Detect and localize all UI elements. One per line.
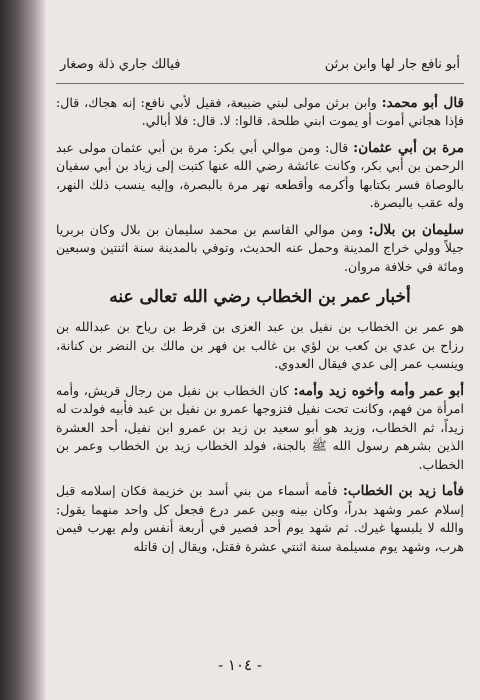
paragraph-text: فأمه أسماء من بني أسد بن خزيمة فكان إسلامه قبل إسلام عمر وشهد بدراً، وكان بينه وبين عمر درع فجعل كل واحد منهما يقول: والله لا يلبسها غيرك. ثم شهد يوم أحد فصير في أربعة أنفس ولم يهرب فيمن هرب، وشهد يوم مسيلمة سنة اثنتي عشرة فقتل، ويقال إن قاتله [56,483,464,554]
paragraph-text: قال: ومن موالي أبي بكر: مرة بن أبي عثمان مولى عبد الرحمن بن أبي بكر، وكانت عائشة رضي الله عنها كتبت إلى زياد بن أبي سفيان بالوصاة فسر بكتابها وأكرمه وأقطعه نهر مرة بالبصرة، وإليه ينسب ذلك النهر، وله عقب بالبصرة. [56,139,464,210]
paragraph-keyword: قال أبو محمد: [381,94,464,111]
paragraph-text: كان الخطاب بن نفيل من رجال قريش، وأمه امرأة من فهم، وكانت تحت نفيل فتزوجها عمرو بن نفيل بن عبد فأبيه فولدت له زيداً، ثم الخطاب، وزيد هو أبو سعيد بن زيد بن عمرو ابن نفيل، أحد العشرة الذين بشرهم رسول الله ﷺ بالجنة، فولد الخطاب زيد بن الخطاب وعمر بن الخطاب. [56,382,464,472]
verse-second-hemistich: فيالك جاري ذلة وصغار [60,57,181,72]
paragraph-father-mother [56,382,464,475]
paragraph-text: وابن برثن مولى لبني ضبيعة، فقيل لأبي نافع: إنه هجاك، قال: فإذا هجاني أموت أو يموت ابني طلحة. قالوا: لا. قال: فلا أبالي. [56,94,464,128]
paragraph-abu-muhammad [56,94,464,131]
paragraph-sulayman [56,221,464,277]
book-page [56,56,464,686]
paragraph-keyword: أبو عمر وأمه وأخوه زيد وأمه: [293,382,464,399]
paragraph-keyword: سليمان بن بلال: [368,221,464,238]
section-heading: أخبار عمر بن الخطاب رضي الله تعالى عنه [109,287,411,307]
poem-verse [56,56,464,75]
divider-line [56,83,464,84]
paragraph-zayd [56,482,464,556]
paragraph-lineage [56,318,464,374]
paragraph-text: ومن موالي القاسم بن محمد سليمان بن بلال وكان بربريا جيلاً وولي خراج المدينة وحمل عنه الحديث، وتوفي بالمدينة سنة اثنتين وسبعين ومائة في خلافة مروان. [56,221,464,274]
paragraph-keyword: مرة بن أبي عثمان: [353,139,465,156]
book-gutter-shadow [0,0,46,700]
page-number: - ١٠٤ - [218,656,262,674]
paragraph-text: هو عمر بن الخطاب بن نفيل بن عبد العزى بن قرط بن رياح بن عبدالله بن رزاح بن عدي بن كعب بن لؤي بن غالب بن فهر بن مالك بن النضر بن كنانة، وينسب عمر إلى عدي فيقال العدوي. [56,319,464,371]
paragraph-murra [56,139,464,213]
verse-first-hemistich: أبو نافع جار لها وابن برثن [324,57,460,72]
paragraph-keyword: فأما زيد بن الخطاب: [342,483,464,499]
